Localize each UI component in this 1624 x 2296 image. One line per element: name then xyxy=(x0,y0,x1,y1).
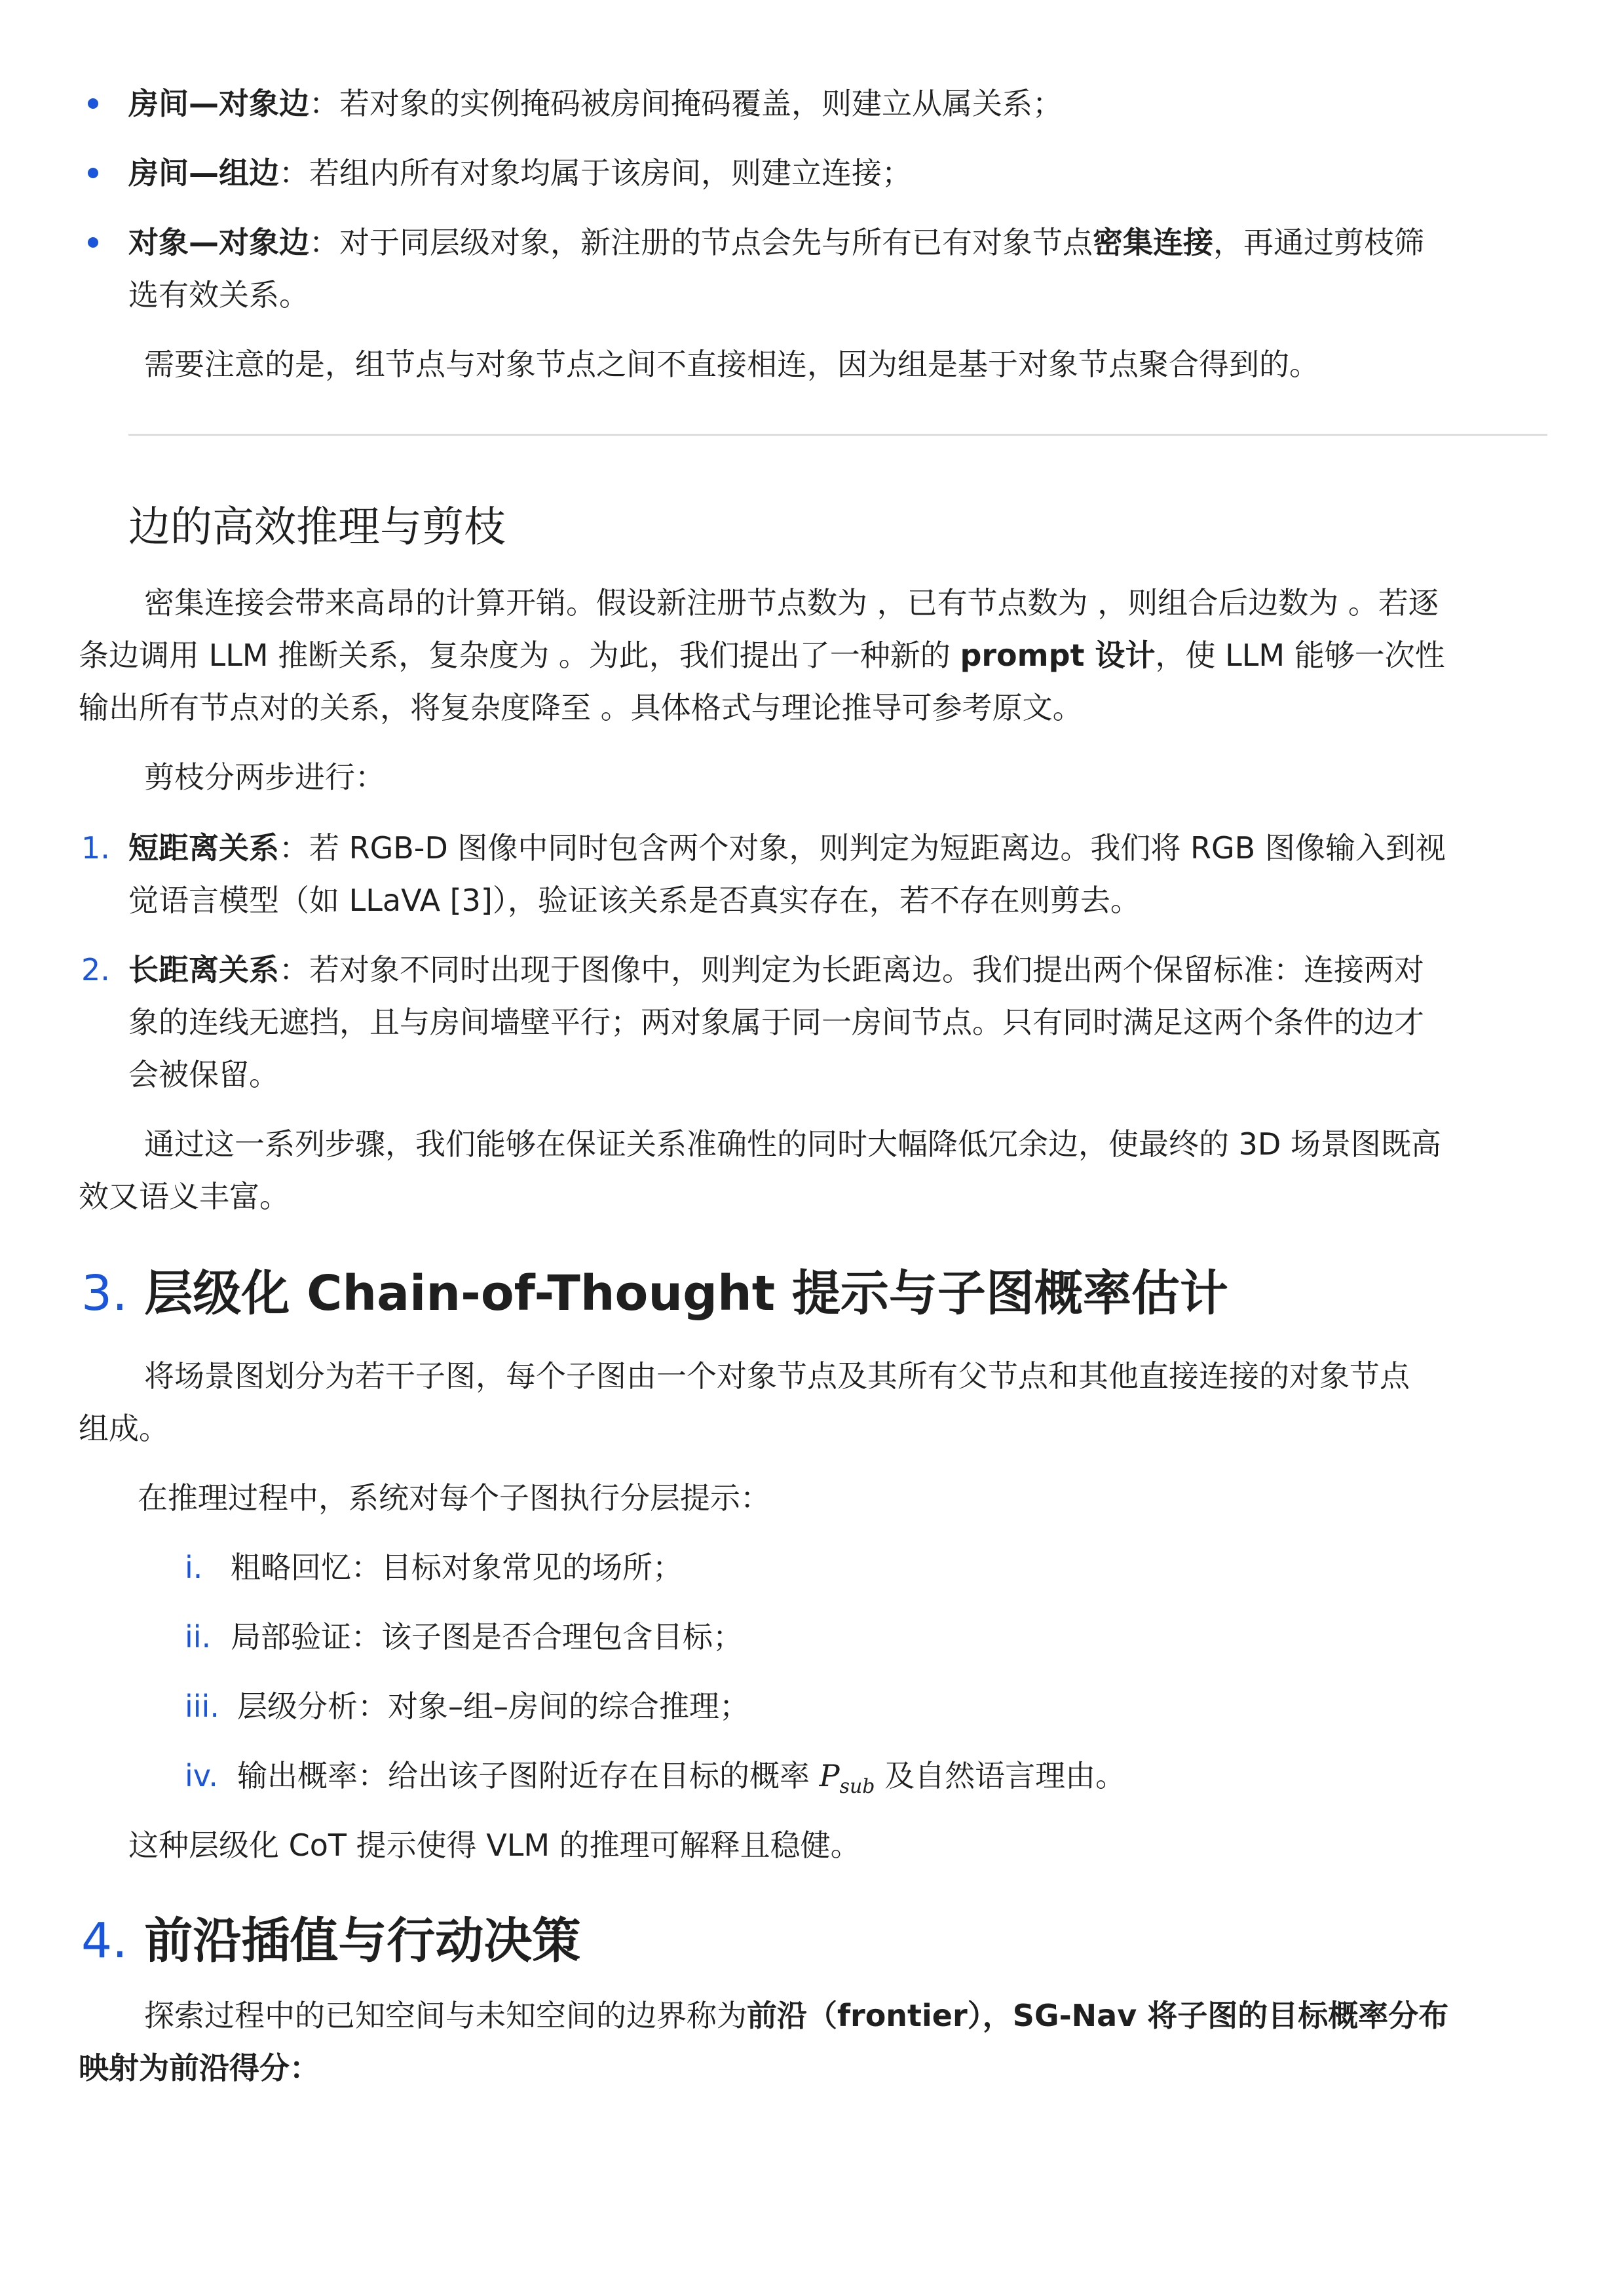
section-4-heading xyxy=(81,1908,580,1974)
list-item xyxy=(128,944,1424,996)
step-text xyxy=(237,1750,1125,1813)
step-text: 局部验证：该子图是否合理包含目标； xyxy=(231,1619,743,1655)
paragraph-line: 密集连接会带来高昂的计算开销。假设新注册节点数为 ，已有节点数为 ，则组合后边数为 。若逐 xyxy=(144,585,1439,621)
horizontal-divider xyxy=(128,434,1547,436)
paragraph-line: 剪枝分两步进行： xyxy=(144,759,385,795)
bullet-label: 房间—对象边 xyxy=(128,86,309,121)
paragraph-line xyxy=(79,629,1445,681)
paragraph-line: 映射为前沿得分： xyxy=(79,2050,320,2086)
bullet-text: 若对象的实例掩码被房间掩码覆盖，则建立从属关系； xyxy=(339,86,1063,121)
bullet-sep: ： xyxy=(309,86,339,121)
math-formula xyxy=(819,1758,875,1799)
paragraph-line: 将场景图划分为若干子图，每个子图由一个对象节点及其所有父节点和其他直接连接的对象节点 xyxy=(144,1358,1410,1394)
bullet-label: 房间—组边 xyxy=(128,155,279,191)
paragraph-line: 通过这一系列步骤，我们能够在保证关系准确性的同时大幅降低冗余边，使最终的 3D 场景图既高 xyxy=(144,1126,1441,1162)
paragraph-bold-text: 前沿（frontier），SG-Nav 将子图的目标概率分布 xyxy=(747,1998,1449,2033)
step-text-part: 及自然语言理由。 xyxy=(875,1758,1126,1793)
math-symbol: P xyxy=(819,1758,840,1793)
roman-number: iii. xyxy=(185,1689,219,1724)
math-subscript: sub xyxy=(839,1775,875,1799)
section-title: 前沿插值与行动决策 xyxy=(144,1913,581,1969)
list-item-label: 短距离关系 xyxy=(128,830,279,866)
bullet-item xyxy=(128,77,1063,130)
list-number: 2. xyxy=(81,952,110,987)
roman-number: i. xyxy=(185,1550,203,1585)
list-item-text: ：若对象不同时出现于图像中，则判定为长距离边。我们提出两个保留标准：连接两对 xyxy=(279,952,1424,987)
section-heading: 边的高效推理与剪枝 xyxy=(128,503,506,552)
section-title: 层级化 Chain-of-Thought 提示与子图概率估计 xyxy=(144,1265,1228,1322)
paragraph-bold-text: prompt 设计 xyxy=(960,638,1156,673)
section-3-heading xyxy=(81,1261,1228,1326)
bullet-dot xyxy=(88,237,98,248)
paragraph-line: 在推理过程中，系统对每个子图执行分层提示： xyxy=(138,1480,770,1516)
paragraph-line: 这种层级化 CoT 提示使得 VLM 的推理可解释且稳健。 xyxy=(128,1827,861,1863)
paragraph-text: ，使 LLM 能够一次性 xyxy=(1155,638,1445,673)
roman-number: iv. xyxy=(185,1758,219,1793)
paragraph-line xyxy=(144,1989,1448,2042)
bullet-dot xyxy=(88,98,98,109)
list-item-text: ：若 RGB-D 图像中同时包含两个对象，则判定为短距离边。我们将 RGB 图像输入到视 xyxy=(279,830,1446,866)
step-text: 层级分析：对象–组–房间的综合推理； xyxy=(237,1689,749,1724)
bullet-item xyxy=(128,147,912,199)
list-number: 1. xyxy=(81,830,110,866)
paragraph-text: 探索过程中的已知空间与未知空间的边界称为 xyxy=(144,1998,747,2033)
bullet-dot xyxy=(88,168,98,178)
list-item-label: 长距离关系 xyxy=(128,952,279,987)
bullet-sep: ： xyxy=(309,225,339,260)
bullet-sep: ： xyxy=(279,155,309,191)
bullet-item xyxy=(128,216,1424,269)
step-text: 粗略回忆：目标对象常见的场所； xyxy=(231,1550,683,1585)
paragraph-line: 效又语义丰富。 xyxy=(79,1179,290,1214)
list-item-text: 象的连线无遮挡，且与房间墙壁平行；两对象属于同一房间节点。只有同时满足这两个条件的边才 xyxy=(128,1004,1424,1040)
list-item-text: 觉语言模型（如 LLaVA [3]），验证该关系是否真实存在，若不存在则剪去。 xyxy=(128,883,1141,918)
paragraph-text: 条边调用 LLM 推断关系，复杂度为 。为此，我们提出了一种新的 xyxy=(79,638,960,673)
bullet-text: ，再通过剪枝筛 xyxy=(1213,225,1424,260)
list-item-text: 会被保留。 xyxy=(128,1057,279,1092)
bullet-text: 对于同层级对象，新注册的节点会先与所有已有对象节点 xyxy=(339,225,1093,260)
note-paragraph: 需要注意的是，组节点与对象节点之间不直接相连，因为组是基于对象节点聚合得到的。 xyxy=(144,347,1319,382)
bullet-label: 对象—对象边 xyxy=(128,225,309,260)
paragraph-line: 输出所有节点对的关系，将复杂度降至 。具体格式与理论推导可参考原文。 xyxy=(79,690,1083,725)
step-text-part: 输出概率：给出该子图附近存在目标的概率 xyxy=(237,1758,820,1793)
bullet-text: 若组内所有对象均属于该房间，则建立连接； xyxy=(309,155,912,191)
bullet-bold-text: 密集连接 xyxy=(1093,225,1213,260)
bullet-text-continued: 选有效关系。 xyxy=(128,277,309,313)
roman-number: ii. xyxy=(185,1619,212,1655)
paragraph-line: 组成。 xyxy=(79,1411,169,1446)
list-item xyxy=(128,822,1446,874)
section-number: 3. xyxy=(81,1265,128,1322)
section-number: 4. xyxy=(81,1913,128,1969)
